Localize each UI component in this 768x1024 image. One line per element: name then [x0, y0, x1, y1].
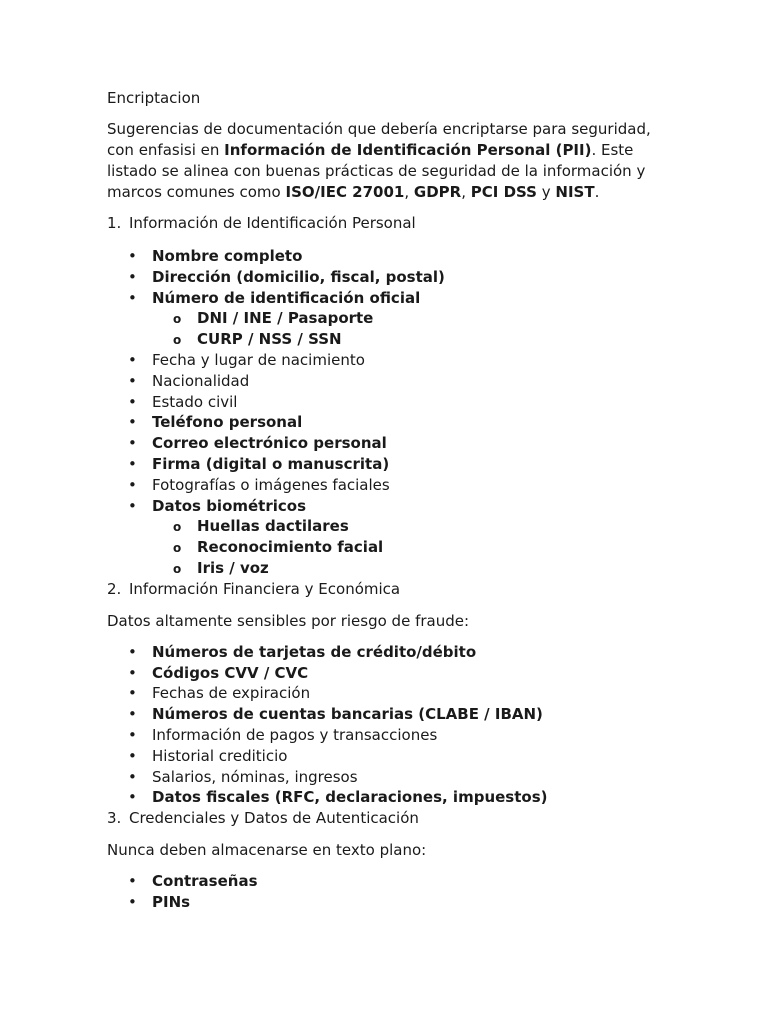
list-item-text: Datos fiscales (RFC, declaraciones, impuestos): [152, 788, 548, 807]
list-item-text: Número de identificación oficial: [152, 288, 421, 307]
list-item: [107, 746, 667, 767]
sublist-item: [152, 308, 667, 329]
list-item-text: Datos biométricos: [152, 496, 307, 515]
circle-bullet-icon: o: [173, 541, 182, 556]
list-item-text: Contraseñas: [152, 872, 258, 891]
bullet-icon: •: [128, 247, 137, 265]
list-item: [107, 704, 667, 725]
list-item: [107, 371, 667, 392]
list-item: [107, 267, 667, 288]
sublist-item-text: Reconocimiento facial: [197, 538, 384, 557]
intro-line-2: [107, 140, 667, 161]
list-item: [107, 392, 667, 413]
bullet-icon: •: [128, 496, 137, 515]
bullet-icon: •: [128, 434, 137, 453]
list-item-text: Historial crediticio: [152, 746, 288, 765]
bullet-icon: •: [128, 267, 137, 286]
pii-list: [107, 246, 667, 579]
list-item-text: Estado civil: [152, 392, 238, 411]
list-item: [107, 787, 667, 808]
intro-emphasis-nist: NIST: [555, 183, 595, 201]
section-title: Información Financiera y Económica: [129, 579, 401, 598]
section-number: 2.: [107, 579, 122, 598]
sublist-item: [152, 516, 667, 537]
section-number: 3.: [107, 809, 122, 828]
circle-bullet-icon: o: [173, 520, 182, 535]
section-heading-financial: [107, 579, 667, 600]
intro-emphasis-pci: PCI DSS: [470, 183, 537, 201]
sublist-item-text: CURP / NSS / SSN: [197, 330, 342, 349]
list-item-text: Dirección (domicilio, fiscal, postal): [152, 267, 445, 286]
list-item-text: Salarios, nóminas, ingresos: [152, 767, 358, 786]
bullet-icon: •: [128, 746, 137, 765]
intro-text: . Este: [591, 141, 634, 159]
circle-bullet-icon: o: [173, 333, 182, 348]
list-item-text: Números de tarjetas de crédito/débito: [152, 642, 477, 661]
list-item: [107, 642, 667, 663]
list-item-text: Códigos CVV / CVC: [152, 663, 309, 682]
bullet-icon: •: [128, 350, 137, 369]
circle-bullet-icon: o: [173, 561, 182, 576]
list-item: [107, 767, 667, 788]
credentials-list: [107, 871, 667, 913]
bullet-icon: •: [128, 413, 137, 432]
bullet-icon: •: [128, 663, 137, 682]
id-sublist: [152, 308, 667, 350]
intro-emphasis-pii: Información de Identificación Personal (PII): [224, 141, 592, 159]
section-lead-text: Datos altamente sensibles por riesgo de fraude:: [107, 611, 470, 630]
intro-text: ,: [404, 183, 414, 201]
bullet-icon: •: [128, 872, 137, 891]
biometric-sublist: [152, 516, 667, 578]
list-item: [107, 892, 667, 913]
circle-bullet-icon: o: [173, 312, 182, 327]
list-item-text: Nacionalidad: [152, 371, 250, 390]
list-item: [107, 433, 667, 454]
list-item-text: Información de pagos y transacciones: [152, 725, 438, 744]
bullet-icon: •: [128, 705, 137, 724]
intro-text: marcos comunes como: [107, 183, 286, 201]
bullet-icon: •: [128, 392, 137, 411]
section-heading-pii: [107, 213, 667, 234]
sublist-item: [152, 558, 667, 579]
intro-line-3: listado se alinea con buenas prácticas de seguridad de la información y: [107, 162, 646, 180]
list-item-text: Números de cuentas bancarias (CLABE / IBAN): [152, 705, 543, 724]
bullet-icon: •: [128, 684, 137, 703]
list-item-text: Nombre completo: [152, 247, 303, 265]
list-item-text: PINs: [152, 892, 191, 911]
list-item: [107, 350, 667, 371]
intro-text: .: [594, 183, 600, 201]
document-page: [107, 88, 667, 913]
intro-paragraph: [107, 119, 667, 203]
list-item: [107, 663, 667, 684]
sublist-item-text: DNI / INE / Pasaporte: [197, 309, 374, 328]
bullet-icon: •: [128, 475, 137, 494]
sublist-item: [152, 329, 667, 350]
bullet-icon: •: [128, 454, 137, 473]
bullet-icon: •: [128, 892, 137, 911]
list-item: [107, 412, 667, 433]
intro-emphasis-gdpr: GDPR: [413, 183, 462, 201]
intro-text: con enfasisi en: [107, 141, 225, 159]
intro-line-4: [107, 182, 667, 203]
intro-text: ,: [461, 183, 471, 201]
list-item-text: Fechas de expiración: [152, 684, 311, 703]
sublist-item: [152, 537, 667, 558]
list-item: [107, 725, 667, 746]
section-number: 1.: [107, 214, 122, 232]
list-item-text: Firma (digital o manuscrita): [152, 454, 390, 473]
section-title: Información de Identificación Personal: [129, 214, 416, 232]
section-heading-credentials: [107, 808, 667, 829]
list-item: [107, 871, 667, 892]
list-item-text: Fotografías o imágenes faciales: [152, 475, 390, 494]
list-item-text: Correo electrónico personal: [152, 434, 387, 453]
bullet-icon: •: [128, 371, 137, 390]
section-lead-text: Nunca deben almacenarse en texto plano:: [107, 841, 427, 860]
list-item: [107, 246, 667, 267]
sublist-item-text: Huellas dactilares: [197, 517, 349, 536]
intro-text: y: [536, 183, 556, 201]
intro-emphasis-iso: ISO/IEC 27001: [285, 183, 405, 201]
bullet-icon: •: [128, 767, 137, 786]
list-item: [107, 496, 667, 579]
list-item: [107, 475, 667, 496]
list-item-text: Teléfono personal: [152, 413, 303, 432]
bullet-icon: •: [128, 288, 137, 307]
section-title: Credenciales y Datos de Autenticación: [129, 809, 419, 828]
intro-line-1: Sugerencias de documentación que debería encriptarse para seguridad,: [107, 120, 651, 138]
bullet-icon: •: [128, 725, 137, 744]
sublist-item-text: Iris / voz: [197, 558, 269, 577]
list-item: [107, 288, 667, 350]
bullet-icon: •: [128, 642, 137, 661]
financial-list: [107, 642, 667, 808]
bullet-icon: •: [128, 788, 137, 807]
list-item-text: Fecha y lugar de nacimiento: [152, 350, 365, 369]
document-title: Encriptacion: [107, 89, 201, 107]
list-item: [107, 454, 667, 475]
list-item: [107, 683, 667, 704]
